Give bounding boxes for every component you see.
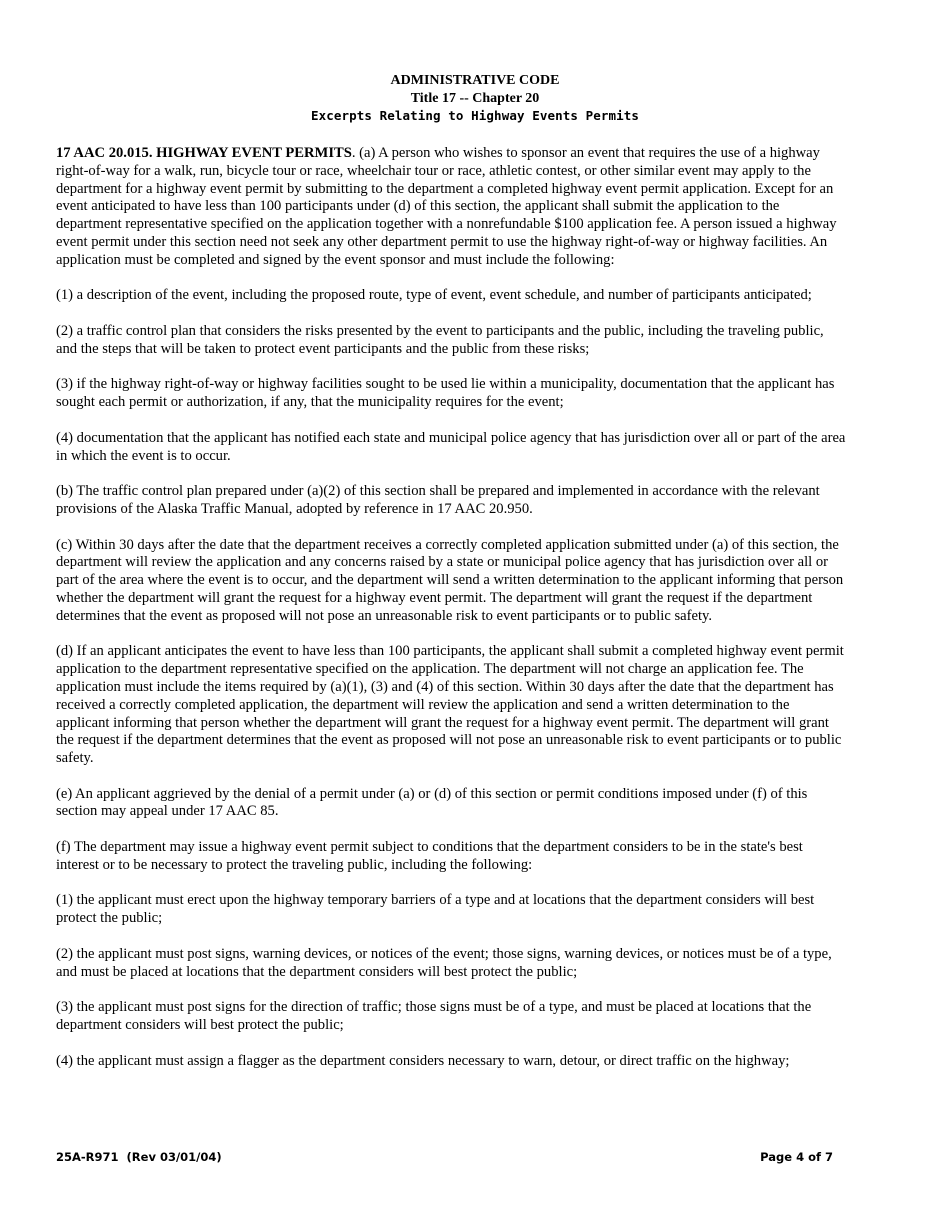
section-intro-text: . (a) A person who wishes to sponsor an event that requires the use of a highway right-of-way for a walk, run, bicycle tour or race, wheelchair tour or race, athletic contest, or other similar event may apply to the department for a highway event permit by submitting to the department a completed highway event permit application. Except for an event anticipated to have less than 100 participants under (d) of this section, the applicant shall submit the application to the department representative specified on the application together with a nonrefundable $100 application fee. A person issued a highway event permit under this section need not seek any other department permit to use the highway right-of-way or highway facilities. An application must be completed and signed by the event sponsor and must include the following: (56, 145, 837, 268)
form-number: 25A-R971 (Rev 03/01/04) (56, 1150, 222, 1164)
paragraph-c: (c) Within 30 days after the date that the department receives a correctly completed application submitted under (a) of this section, the department will review the application and any concerns raised by a state or municipal police agency that has jurisdiction over all or part of the area where the event is to occur, and the department will send a written determination to the applicant informing that person whether the department will grant the request for a highway event permit. The department will grant the request if the department determines that the event as proposed will not pose an unreasonable risk to event participants or to public safety. (56, 536, 844, 624)
section-intro-paragraph (56, 145, 846, 270)
paragraph-b: (b) The traffic control plan prepared under (a)(2) of this section shall be prepared and implemented in accordance with the relevant provisions of the Alaska Traffic Manual, adopted by reference in 17 AAC 20.950. (56, 483, 820, 517)
paragraph-a3: (3) if the highway right-of-way or highway facilities sought to be used lie within a municipality, documentation that the applicant has sought each permit or authorization, if any, that the municipality requires for the event; (56, 376, 835, 411)
paragraph-f1: (1) the applicant must erect upon the highway temporary barriers of a type and at locations that the department considers will best protect the public; (56, 892, 815, 927)
header-subtitle: Title 17 -- Chapter 20 (410, 90, 540, 106)
header-excerpt-title: Excerpts Relating to Highway Events Permits (311, 108, 639, 123)
paragraph-f: (f) The department may issue a highway event permit subject to conditions that the department considers to be in the state's best interest or to be necessary to protect the traveling public, including the following: (56, 839, 803, 873)
paragraph-a2: (2) a traffic control plan that considers the risks presented by the event to participants and the public, including the traveling public, and the steps that will be taken to protect event participants and the public from these risks; (56, 322, 824, 357)
document-body (56, 145, 846, 1088)
paragraph-e: (e) An applicant aggrieved by the denial of a permit under (a) or (d) of this section or permit conditions imposed under (f) of this section may appeal under 17 AAC 85. (56, 785, 808, 820)
paragraph-a1: (1) a description of the event, including the proposed route, type of event, event schedule, and number of participants anticipated; (56, 287, 812, 304)
paragraph-f4: (4) the applicant must assign a flagger as the department considers necessary to warn, detour, or direct traffic on the highway; (56, 1052, 790, 1069)
document-header (0, 72, 950, 125)
paragraph-a4: (4) documentation that the applicant has notified each state and municipal police agency that has jurisdiction over all or part of the area in which the event is to occur. (56, 429, 846, 464)
page-number: Page 4 of 7 (760, 1150, 833, 1164)
paragraph-f3: (3) the applicant must post signs for the direction of traffic; those signs must be of a type, and must be placed at locations that the department considers will best protect the public; (56, 999, 812, 1034)
paragraph-d: (d) If an applicant anticipates the event to have less than 100 participants, the applicant shall submit a completed highway event permit application to the department representative specified on the application. The department will not charge an application fee. The application must include the items required by (a)(1), (3) and (4) of this section. Within 30 days after the date that the department has received a correctly completed application, the department will review the application and send a written determination to the applicant informing that person whether the department will grant the request for a highway event permit. The department will grant the request if the department determines that the event as proposed will not pose an unreasonable risk to event participants or to public safety. (56, 643, 844, 767)
section-title: 17 AAC 20.015. HIGHWAY EVENT PERMITS (56, 145, 352, 161)
paragraph-f2: (2) the applicant must post signs, warning devices, or notices of the event; those signs, warning devices, or notices must be of a type, and must be placed at locations that the department considers will best protect the public; (56, 945, 832, 980)
header-title: ADMINISTRATIVE CODE (390, 73, 560, 88)
